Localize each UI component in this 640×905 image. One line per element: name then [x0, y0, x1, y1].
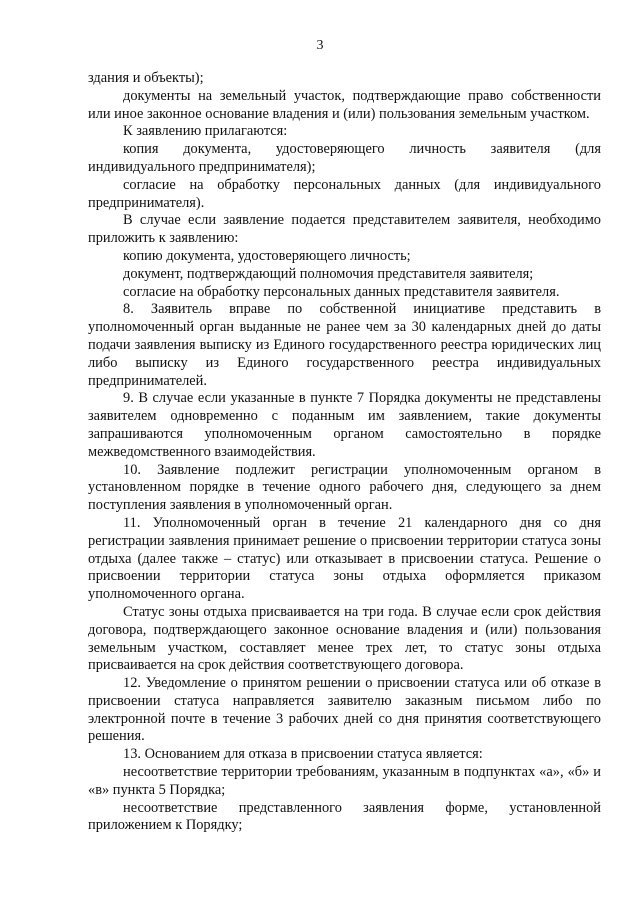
paragraph: 13. Основанием для отказа в присвоении статуса является: [123, 746, 483, 763]
paragraph: 10. Заявление подлежит регистрации уполномоченным органом в установленном порядке в течение одного рабочего дня, следующего за днем поступления заявления в уполномоченный орган. [88, 461, 601, 514]
paragraph: здания и объекты); [88, 70, 204, 86]
paragraph: 9. В случае если указанные в пункте 7 Порядка документы не представлены заявителем одновременно с поданным им заявлением, такие документы запрашиваются уполномоченным органом самостоятельно в порядке межведомственного взаимодействия. [88, 390, 601, 460]
paragraph: копию документа, удостоверяющего личность; [123, 247, 411, 264]
paragraph: Статус зоны отдыха присваивается на три года. В случае если срок действия договора, подтверждающего законное основание владения и (или) пользования земельным участком, составляет менее трех лет, то статус зоны отдыха присваивается на срок действия соответствующего договора. [88, 603, 601, 674]
document-body [88, 70, 601, 835]
paragraph: согласие на обработку персональных данных представителя заявителя. [123, 283, 560, 300]
paragraph: документ, подтверждающий полномочия представителя заявителя; [123, 265, 534, 282]
paragraph: несоответствие территории требованиям, указанным в подпунктах «а», «б» и «в» пункта 5 Порядка; [88, 764, 601, 798]
paragraph: В случае если заявление подается представителем заявителя, необходимо приложить к заявлению: [88, 212, 601, 247]
page-number: 3 [316, 38, 324, 53]
paragraph: К заявлению прилагаются: [123, 123, 288, 140]
paragraph: копия документа, удостоверяющего личность заявителя (для индивидуального предпринимателя); [88, 141, 601, 175]
paragraph: 12. Уведомление о принятом решении о присвоении статуса или об отказе в присвоении статуса направляется заявителю заказным письмом либо по электронной почте в течение 3 рабочих дней со дня принятия соответствующего решения. [88, 675, 601, 745]
paragraph: 8. Заявитель вправе по собственной инициативе представить в уполномоченный орган выданные не ранее чем за 30 календарных дней до даты подачи заявления выписку из Единого государственного реестра юридических лиц либо выписку из Единого государственного реестра индивидуальных предпринимателей. [88, 301, 601, 389]
paragraph: несоответствие представленного заявления форме, установленной приложением к Порядку; [88, 799, 601, 834]
paragraph: документы на земельный участок, подтверждающие право собственности или иное законное основание владения и (или) пользования земельным участком. [88, 87, 601, 122]
paragraph: 11. Уполномоченный орган в течение 21 календарного дня со дня регистрации заявления принимает решение о присвоении территории статуса зоны отдыха (далее также – статус) или отказывает в присвоении статуса. Решение о присвоении территории статуса зоны отдыха оформляется приказом уполномоченного органа. [88, 514, 601, 603]
paragraph: согласие на обработку персональных данных (для индивидуального предпринимателя). [88, 176, 601, 211]
